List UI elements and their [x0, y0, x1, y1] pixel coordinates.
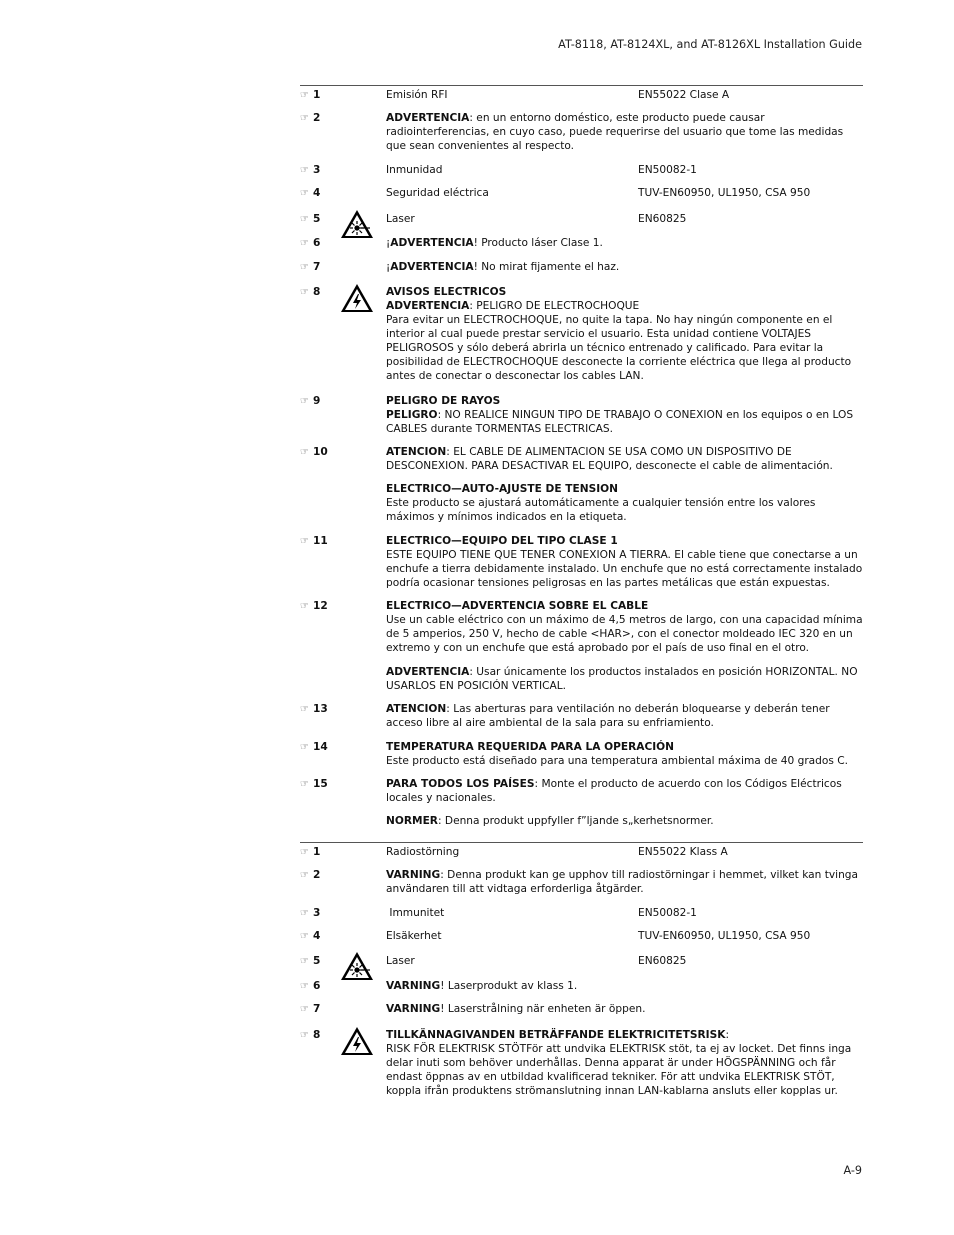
- pointing-hand-icon: ☞: [300, 262, 309, 273]
- item-number: ☞ 6: [300, 237, 321, 249]
- item-value: EN60825: [638, 213, 687, 225]
- item-number: ☞ 4: [300, 187, 321, 199]
- section-divider-swedish: [300, 842, 863, 843]
- item-number: ☞ 8: [300, 1029, 321, 1041]
- item-number: ☞ 15: [300, 778, 328, 790]
- item-number: ☞ 8: [300, 286, 321, 298]
- section-divider-spanish: [300, 85, 863, 86]
- electric-shock-warning-icon: [340, 1026, 374, 1056]
- item-value: EN55022 Clase A: [638, 89, 730, 101]
- pointing-hand-icon: ☞: [300, 847, 309, 858]
- laser-warning-icon: [340, 209, 374, 239]
- item-number: ☞ 12: [300, 600, 328, 612]
- pointing-hand-icon: ☞: [300, 536, 309, 547]
- item-number: ☞ 3: [300, 164, 321, 176]
- item-number: ☞ 13: [300, 703, 328, 715]
- item-label: Radiostörning: [386, 846, 460, 858]
- item-number: ☞ 9: [300, 395, 321, 407]
- item-number: ☞ 5: [300, 955, 321, 967]
- item-value: TUV-EN60950, UL1950, CSA 950: [638, 930, 811, 942]
- item-text: VARNING! Laserstrålning när enheten är öppen.: [386, 1003, 646, 1015]
- pointing-hand-icon: ☞: [300, 1004, 309, 1015]
- pointing-hand-icon: ☞: [300, 956, 309, 967]
- item-number: ☞ 4: [300, 930, 321, 942]
- laser-warning-icon: [340, 951, 374, 981]
- item-value: TUV-EN60950, UL1950, CSA 950: [638, 187, 811, 199]
- item-text: ¡ADVERTENCIA! No mirat fijamente el haz.: [386, 261, 620, 273]
- item-text: ATENCION: EL CABLE DE ALIMENTACION SE USA COMO UN DISPOSITIVO DE DESCONEXION. PARA DESACTIVAR EL EQUIPO, desconecte el cable de alimentación. ELECTRICO—AUTO-AJUSTE DE TENSION Este producto se ajustará automáticamente a cualquier tensión entre los valores máximos y mínimos indicados en la etiqueta.: [386, 446, 833, 523]
- pointing-hand-icon: ☞: [300, 90, 309, 101]
- pointing-hand-icon: ☞: [300, 870, 309, 881]
- pointing-hand-icon: ☞: [300, 396, 309, 407]
- item-value: EN50082-1: [638, 907, 697, 919]
- item-number: ☞ 14: [300, 741, 328, 753]
- item-label: Laser: [386, 955, 415, 967]
- pointing-hand-icon: ☞: [300, 1030, 309, 1041]
- item-text: PELIGRO DE RAYOS PELIGRO: NO REALICE NINGUN TIPO DE TRABAJO O CONEXION en los equipos o en LOS CABLES durante TORMENTAS ELECTRICAS.: [386, 395, 854, 435]
- pointing-hand-icon: ☞: [300, 931, 309, 942]
- pointing-hand-icon: ☞: [300, 287, 309, 298]
- item-text: ATENCION: Las aberturas para ventilación no deberán bloquearse y deberán tener acceso libre al aire ambiental de la sala para su enfriamiento.: [386, 703, 830, 729]
- item-text: ELECTRICO—ADVERTENCIA SOBRE EL CABLE Use un cable eléctrico con un máximo de 4,5 metros de largo, con una capacidad mínima de 5 amperios, 250 V, hecho de cable <HAR>, con el conector moldeado IEC 320 en un extremo y con un enchufe que está aprobado por el país de uso final en el otro. ADVERTENCIA: Usar únicamente los productos instalados en posición HORIZONTAL. NO USARLOS EN POSICIÓN VERTICAL.: [386, 600, 863, 692]
- item-text: ELECTRICO—EQUIPO DEL TIPO CLASE 1 ESTE EQUIPO TIENE QUE TENER CONEXION A TIERRA. El cable tiene que conectarse a un enchufe a tierra debidamente instalado. Un enchufe que no está correctamente instalado podría ocasionar tensiones peligrosas en las partes metálicas que están expuestas.: [386, 535, 863, 589]
- item-number: ☞ 5: [300, 213, 321, 225]
- pointing-hand-icon: ☞: [300, 238, 309, 249]
- item-text: TEMPERATURA REQUERIDA PARA LA OPERACIÓN Este producto está diseñado para una temperatura ambiental máxima de 40 grados C.: [386, 741, 849, 767]
- page-header: AT-8118, AT-8124XL, and AT-8126XL Installation Guide: [558, 38, 862, 51]
- item-text: VARNING! Laserprodukt av klass 1.: [386, 980, 578, 992]
- pointing-hand-icon: ☞: [300, 447, 309, 458]
- item-text: AVISOS ELECTRICOS ADVERTENCIA: PELIGRO DE ELECTROCHOQUE Para evitar un ELECTROCHOQUE, no quite la tapa. No hay ningún componente en el interior al cual puede prestar servicio el usuario. Esta unidad contiene VOLTAJES PELIGROSOS y sólo deberá abrirla un técnico entrenado y calificado. Para evitar la posibilidad de ELECTROCHOQUE desconecte la corriente eléctrica que llega al producto antes de conectar o desconectar los cables LAN.: [386, 286, 852, 382]
- item-text: ¡ADVERTENCIA! Producto láser Clase 1.: [386, 237, 603, 249]
- item-value: EN50082-1: [638, 164, 697, 176]
- item-number: ☞ 10: [300, 446, 328, 458]
- pointing-hand-icon: ☞: [300, 742, 309, 753]
- item-label: Emisión RFI: [386, 89, 448, 101]
- pointing-hand-icon: ☞: [300, 188, 309, 199]
- item-text: PARA TODOS LOS PAÍSES: Monte el producto de acuerdo con los Códigos Eléctricos locales y nacionales. NORMER: Denna produkt uppfyller f”ljande s„kerhetsnormer.: [386, 778, 842, 827]
- pointing-hand-icon: ☞: [300, 214, 309, 225]
- item-number: ☞ 1: [300, 89, 321, 101]
- pointing-hand-icon: ☞: [300, 704, 309, 715]
- page-number: A-9: [843, 1164, 862, 1177]
- item-label: Immunitet: [386, 907, 445, 919]
- item-text: VARNING: Denna produkt kan ge upphov till radiostörningar i hemmet, vilket kan tvinga användaren till att vidtaga erforderliga åtgärder.: [386, 869, 859, 895]
- item-number: ☞ 1: [300, 846, 321, 858]
- item-number: ☞ 7: [300, 261, 321, 273]
- item-number: ☞ 3: [300, 907, 321, 919]
- pointing-hand-icon: ☞: [300, 908, 309, 919]
- electric-shock-warning-icon: [340, 283, 374, 313]
- item-label: Seguridad eléctrica: [386, 187, 489, 199]
- item-label: Laser: [386, 213, 415, 225]
- pointing-hand-icon: ☞: [300, 779, 309, 790]
- pointing-hand-icon: ☞: [300, 113, 309, 124]
- item-value: EN60825: [638, 955, 687, 967]
- item-text: ADVERTENCIA: en un entorno doméstico, este producto puede causar radiointerferencias, en cuyo caso, puede requerirse del usuario que tome las medidas que sean convenientes al respecto.: [386, 112, 844, 152]
- item-number: ☞ 2: [300, 112, 321, 124]
- item-label: Inmunidad: [386, 164, 443, 176]
- pointing-hand-icon: ☞: [300, 601, 309, 612]
- item-text: TILLKÄNNAGIVANDEN BETRÄFFANDE ELEKTRICITETSRISK: RISK FÖR ELEKTRISK STÖTFör att undvika ELEKTRISK stöt, ta ej av locket. Det finns inga delar inuti som behöver underhållas. Denna apparat är under HÖGSPÄNNING och får endast öppnas av en utbildad kvalificerad tekniker. För att undvika ELEKTRISK STÖT, koppla ifrån produktens strömanslutning innan LAN-kablarna ansluts eller kopplas ur.: [386, 1029, 852, 1097]
- item-label: Elsäkerhet: [386, 930, 442, 942]
- item-number: ☞ 7: [300, 1003, 321, 1015]
- item-value: EN55022 Klass A: [638, 846, 728, 858]
- item-number: ☞ 11: [300, 535, 328, 547]
- item-number: ☞ 6: [300, 980, 321, 992]
- pointing-hand-icon: ☞: [300, 981, 309, 992]
- item-number: ☞ 2: [300, 869, 321, 881]
- pointing-hand-icon: ☞: [300, 165, 309, 176]
